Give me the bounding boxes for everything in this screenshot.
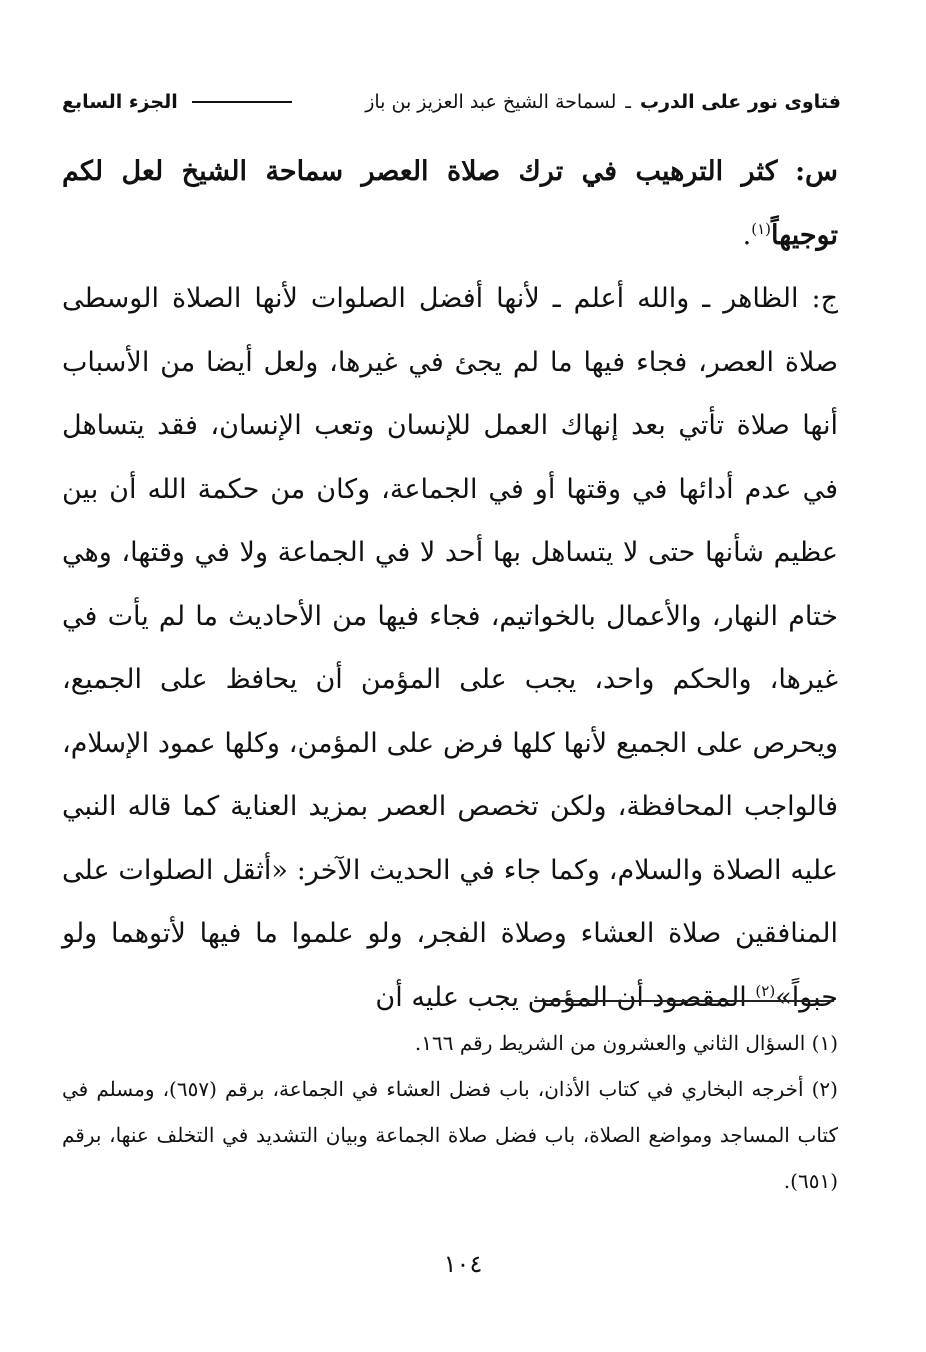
running-head-part-group (62, 91, 300, 113)
footnote-ref-2: (٢) (755, 981, 776, 1000)
book-title: فتاوى نور على الدرب (640, 91, 841, 113)
footnote-1: (١) السؤال الثاني والعشرون من الشريط رقم ١٦٦. (414, 1031, 838, 1055)
part-label: الجزء السابع (62, 91, 178, 113)
question-label: س: (795, 156, 838, 187)
page-number: ١٠٤ (443, 1250, 483, 1278)
footnote-divider (534, 1000, 834, 1002)
title-separator: ـ (625, 91, 631, 113)
footnotes (62, 1020, 838, 1204)
running-head (62, 84, 841, 120)
author-credit: لسماحة الشيخ عبد العزيز بن باز (365, 91, 617, 113)
question-paragraph (62, 140, 838, 267)
answer-text-part-1: الظاهر ـ والله أعلم ـ لأنها أفضل الصلوات لأنها الصلاة الوسطى صلاة العصر، فجاء فيها ما لم يجئ في غيرها، ولعل أيضا من الأسباب أنها صلاة تأتي بعد إنهاك العمل للإنسان وتعب الإنسان، فقد يتساهل في عدم أدائها في وقتها أو في الجماعة، وكان من حكمة الله أن بين عظيم شأنها حتى لا يتساهل بها أحد لا في الجماعة ولا في وقتها، وهي ختام النهار، والأعمال بالخواتيم، فجاء فيها من الأحاديث ما لم يأت في غيرها، والحكم واحد، يجب على المؤمن أن يحافظ على الجميع، ويحرص على الجميع لأنها كلها فرض على المؤمن، وكلها عمود الإسلام، فالواجب المحافظة، ولكن تخصص العصر بمزيد العناية كما قاله النبي عليه الصلاة والسلام، وكما جاء في الحديث الآخر: «أثقل الصلوات على المنافقين صلاة العشاء وصلاة الفجر، ولو علموا ما فيها لأتوهما ولو حبواً» (62, 283, 838, 1013)
answer-label: ج: (811, 283, 838, 314)
running-head-title-group (365, 91, 841, 113)
main-text (62, 140, 838, 1029)
question-end: . (742, 219, 752, 251)
footnote-2: (٢) أخرجه البخاري في كتاب الأذان، باب فضل العشاء في الجماعة، برقم (٦٥٧)، ومسلم في كتاب المساجد ومواضع الصلاة، باب فضل صلاة الجماعة وبيان التشديد في التخلف عنها، برقم (٦٥١). (62, 1077, 838, 1193)
question-text: كثر الترهيب في ترك صلاة العصر سماحة الشيخ لعل لكم توجيهاً (62, 156, 838, 251)
header-rule (192, 101, 292, 103)
footnote-ref-1: (١) (751, 219, 772, 238)
answer-paragraph (62, 267, 838, 1029)
answer-text-part-2: المقصود أن المؤمن يجب عليه أن (375, 981, 747, 1013)
